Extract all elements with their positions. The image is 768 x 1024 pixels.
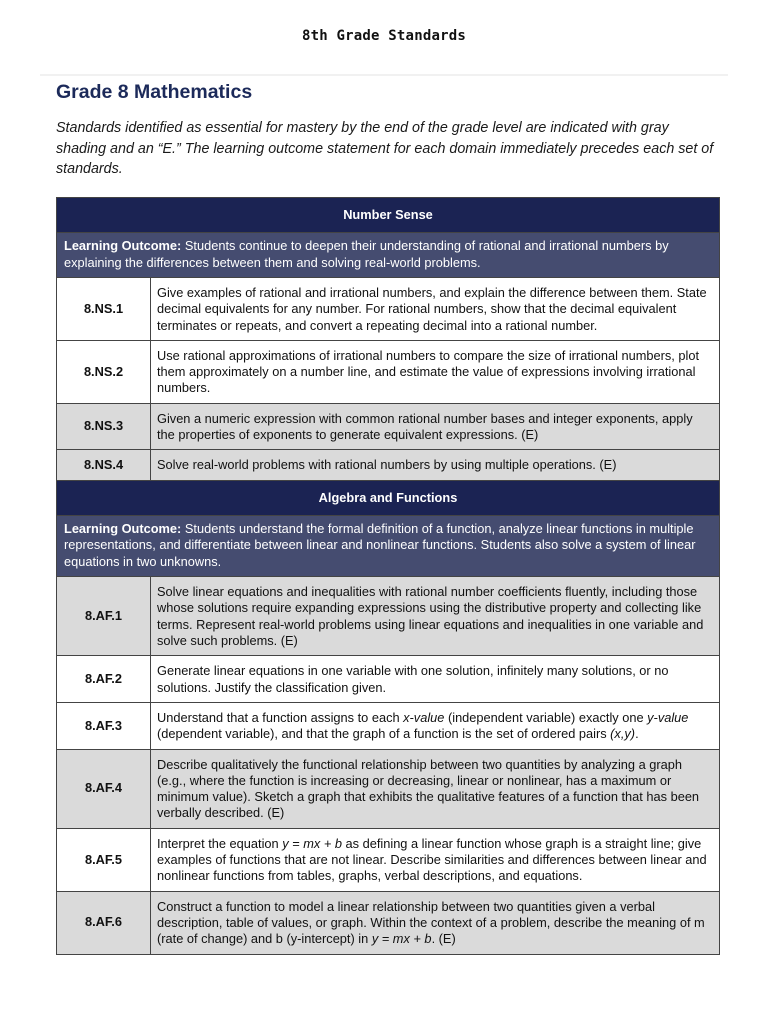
standard-text-part: Interpret the equation xyxy=(157,835,283,851)
learning-outcome xyxy=(57,515,720,577)
standard-row xyxy=(57,891,720,954)
standard-text-part: (dependent variable), and that the graph of a function is the set of ordered pairs xyxy=(157,726,611,742)
standard-text-part: Construct a function to model a linear relationship between two quantities given a verbal description, table of values, or graph. Within the context of a problem, describe the meaning of m (rate of change) and b (y-intercept) in xyxy=(157,898,705,947)
standard-code: 8.NS.1 xyxy=(57,278,151,341)
standard-description: Solve linear equations and inequalities with rational number coefficients fluently, including those whose solutions require expanding expressions using the distributive property and collecting like terms. Represent real-world problems using linear equations and inequalities in one variable and solve such problems. (E) xyxy=(151,577,720,656)
standard-text-part: (independent variable) exactly one xyxy=(444,709,648,725)
standard-row xyxy=(57,403,720,450)
standard-description: Generate linear equations in one variable with one solution, infinitely many solutions, or no solutions. Justify the classification given. xyxy=(151,656,720,703)
standard-description xyxy=(151,702,720,749)
learning-outcome-label: Learning Outcome: xyxy=(64,520,182,536)
standard-row xyxy=(57,278,720,341)
standard-code: 8.AF.3 xyxy=(57,702,151,749)
learning-outcome-row xyxy=(57,515,720,577)
standard-text-part: . (E) xyxy=(431,931,456,947)
standard-row xyxy=(57,828,720,891)
page-title: Grade 8 Mathematics xyxy=(56,81,253,103)
standard-text-part: (x,y) xyxy=(610,726,636,742)
standard-code: 8.AF.1 xyxy=(57,577,151,656)
standard-description: Given a numeric expression with common rational number bases and integer exponents, apply the properties of exponents to generate equivalent expressions. (E) xyxy=(151,403,720,450)
standard-code: 8.AF.6 xyxy=(57,891,151,954)
learning-outcome-text: Students understand the formal definition of a function, analyze linear functions in multiple representations, and differentiate between linear and nonlinear functions. Students also solve a system of linear equations in two unknowns. xyxy=(64,520,696,569)
standard-text-part: y = mx + b xyxy=(371,931,432,947)
standard-code: 8.AF.2 xyxy=(57,656,151,703)
standard-code: 8.AF.4 xyxy=(57,749,151,828)
standard-row xyxy=(57,656,720,703)
document-header: 8th Grade Standards xyxy=(302,28,466,44)
intro-paragraph: Standards identified as essential for mastery by the end of the grade level are indicated with gray shading and an “E.” The learning outcome statement for each domain immediately precedes each set of standards. xyxy=(56,120,714,177)
learning-outcome-text: Students continue to deepen their understanding of rational and irrational numbers by explaining the differences between them and solving real-world problems. xyxy=(64,238,669,270)
standard-text-part: x-value xyxy=(403,709,445,725)
domain-header-row xyxy=(57,480,720,515)
learning-outcome xyxy=(57,233,720,278)
standard-text-part: . xyxy=(635,726,639,742)
standard-row xyxy=(57,577,720,656)
standard-description xyxy=(151,891,720,954)
standard-row xyxy=(57,340,720,403)
standard-code: 8.NS.2 xyxy=(57,340,151,403)
standard-text-part: y-value xyxy=(647,709,689,725)
standard-code: 8.NS.3 xyxy=(57,403,151,450)
standard-description: Solve real-world problems with rational numbers by using multiple operations. (E) xyxy=(151,450,720,480)
domain-title: Number Sense xyxy=(57,198,720,233)
standard-code: 8.AF.5 xyxy=(57,828,151,891)
standard-description xyxy=(151,828,720,891)
standard-description: Give examples of rational and irrational numbers, and explain the difference between them. State decimal equivalents for any number. For rational numbers, show that the decimal equivalent terminates or repeats, and convert a repeating decimal into a rational number. xyxy=(151,278,720,341)
standard-text-part: Understand that a function assigns to each xyxy=(157,709,404,725)
standard-row xyxy=(57,702,720,749)
standard-row xyxy=(57,749,720,828)
standard-description: Use rational approximations of irrational numbers to compare the size of irrational numbers, plot them approximately on a number line, and estimate the value of expressions involving irrational numbers. xyxy=(151,340,720,403)
domain-header-row xyxy=(57,198,720,233)
standard-text-part: as defining a linear function whose graph is a straight line; give examples of functions that are not linear. Describe similarities and differences between linear and nonlinear functions from tables, graphs, verbal descriptions, and equations. xyxy=(157,835,707,884)
standards-table xyxy=(56,197,720,955)
standard-description: Describe qualitatively the functional relationship between two quantities by analyzing a graph (e.g., where the function is increasing or decreasing, linear or nonlinear, has a maximum or minimum value). Sketch a graph that exhibits the qualitative features of a function that has been verbally described. (E) xyxy=(151,749,720,828)
learning-outcome-label: Learning Outcome: xyxy=(64,238,182,253)
standard-row xyxy=(57,450,720,480)
learning-outcome-row xyxy=(57,233,720,278)
standard-text-part: y = mx + b xyxy=(282,835,342,851)
standard-code: 8.NS.4 xyxy=(57,450,151,480)
page-divider xyxy=(40,74,728,76)
domain-title: Algebra and Functions xyxy=(57,480,720,515)
